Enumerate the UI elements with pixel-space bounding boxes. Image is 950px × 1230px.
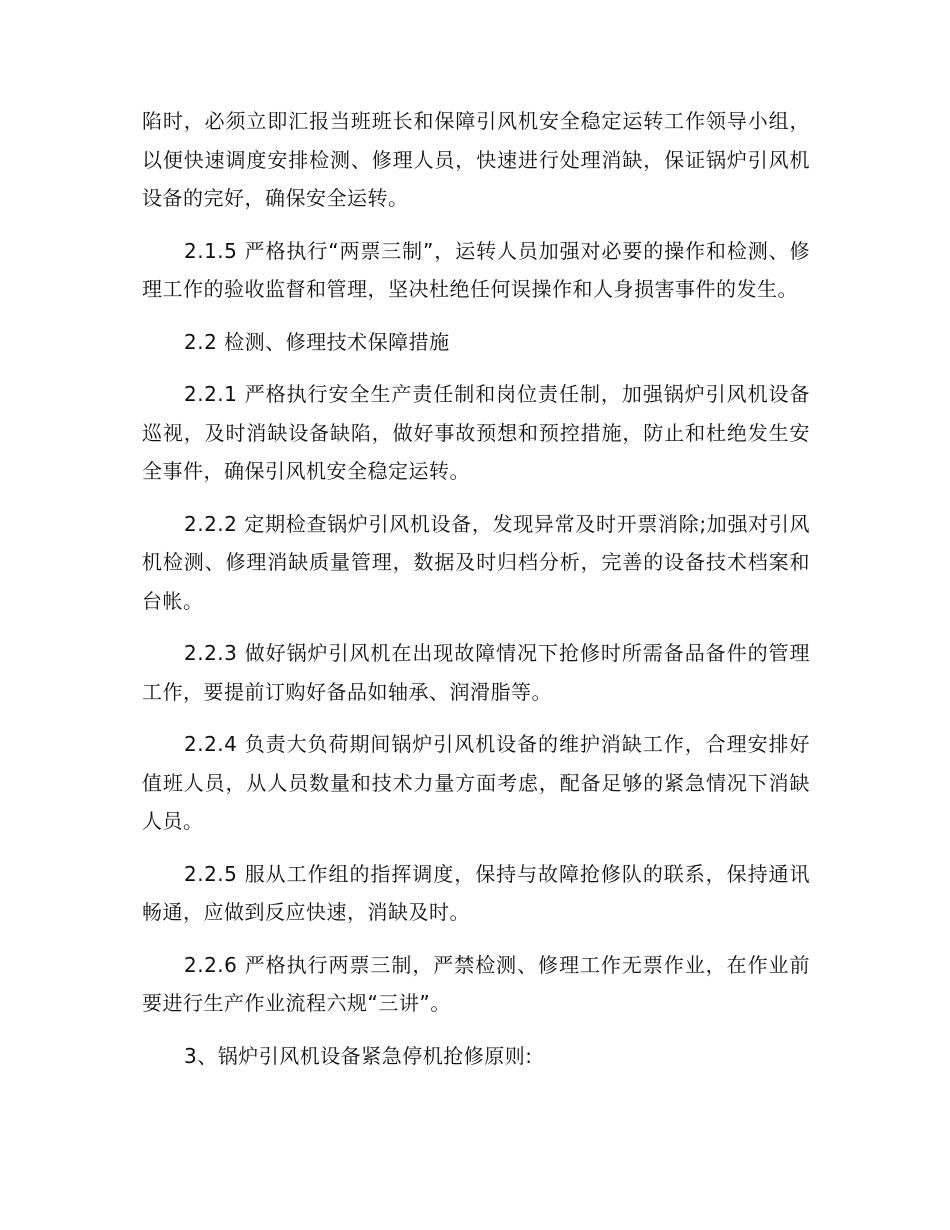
paragraph-2-2-3: 2.2.3 做好锅炉引风机在出现故障情况下抢修时所需备品备件的管理工作，要提前订购好备品如轴承、润滑脂等。 xyxy=(142,641,810,704)
paragraph-continuation: 陷时，必须立即汇报当班班长和保障引风机安全稳定运转工作领导小组，以便快速调度安排检测、修理人员，快速进行处理消缺，保证锅炉引风机设备的完好，确保安全运转。 xyxy=(142,109,810,210)
document-body xyxy=(142,102,810,1089)
paragraph-2-2-1: 2.2.1 严格执行安全生产责任制和岗位责任制，加强锅炉引风机设备巡视，及时消缺设备缺陷，做好事故预想和预控措施，防止和杜绝发生安全事件，确保引风机安全稳定运转。 xyxy=(142,382,810,483)
section-heading-2-2: 2.2 检测、修理技术保障措施 xyxy=(184,329,450,354)
section-heading-3: 3、锅炉引风机设备紧急停机抢修原则: xyxy=(184,1043,533,1068)
paragraph-2-1-5: 2.1.5 严格执行“两票三制”，运转人员加强对必要的操作和检测、修理工作的验收监督和管理，坚决杜绝任何误操作和人身损害事件的发生。 xyxy=(142,238,810,301)
paragraph-2-2-5: 2.2.5 服从工作组的指挥调度，保持与故障抢修队的联系，保持通讯畅通，应做到反应快速，消缺及时。 xyxy=(142,861,810,924)
paragraph-2-2-2: 2.2.2 定期检查锅炉引风机设备，发现异常及时开票消除;加强对引风机检测、修理消缺质量管理，数据及时归档分析，完善的设备技术档案和台帐。 xyxy=(142,511,810,613)
paragraph-2-2-4: 2.2.4 负责大负荷期间锅炉引风机设备的维护消缺工作，合理安排好值班人员，从人员数量和技术力量方面考虑，配备足够的紧急情况下消缺人员。 xyxy=(142,732,810,833)
paragraph-2-2-6: 2.2.6 严格执行两票三制，严禁检测、修理工作无票作业，在作业前要进行生产作业流程六规“三讲”。 xyxy=(142,952,810,1015)
